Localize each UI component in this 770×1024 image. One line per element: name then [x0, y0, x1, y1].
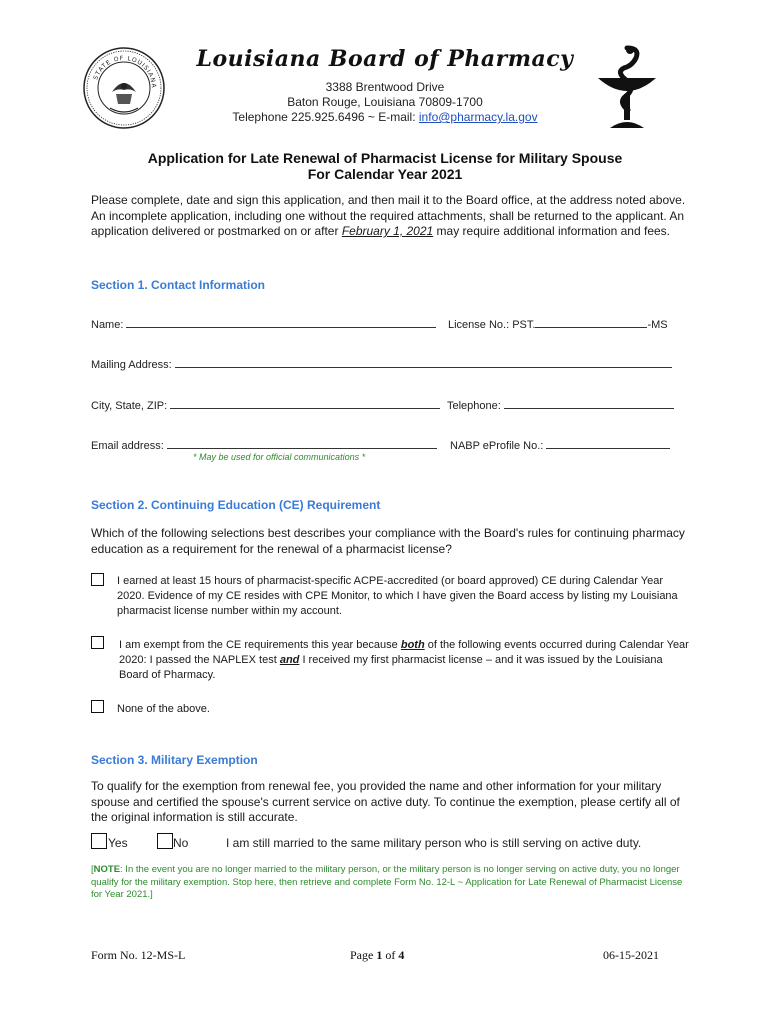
no-checkbox[interactable] [157, 833, 173, 849]
email-label: Email address: [91, 440, 164, 452]
intro-text-a: Please complete, date and sign this application, and then mail it to the Board office, at the address noted above. An incomplete application, including one without the required attachments, shall be returned to the applicant. An application delivered or postmarked on or after [91, 193, 686, 238]
page-number: 1 [376, 948, 383, 962]
intro-text-b: may require additional information and fees. [433, 224, 671, 238]
svg-text:STATE OF LOUISIANA: STATE OF LOUISIANA [92, 54, 158, 89]
revision-date: 06-15-2021 [603, 948, 659, 962]
email-link[interactable]: info@pharmacy.la.gov [418, 110, 538, 124]
form-number: Form No. 12-MS-L [91, 948, 186, 962]
city-label: City, State, ZIP: [91, 400, 168, 412]
email-note: * May be used for official communications * [193, 452, 366, 462]
section1-heading: Section 1. Contact Information [91, 278, 266, 292]
option2-and: and [279, 654, 300, 666]
nabp-input[interactable] [546, 438, 670, 449]
ce-option3-checkbox[interactable] [91, 700, 104, 713]
telephone-label: Telephone: [447, 400, 501, 412]
deadline-date: February 1, 2021 [341, 224, 434, 238]
nabp-field [450, 438, 670, 452]
form-title: Application for Late Renewal of Pharmacist License for Military Spouse [147, 150, 623, 166]
address-street: 3388 Brentwood Drive [325, 80, 445, 94]
page-mid: of [382, 948, 399, 962]
name-field [91, 317, 436, 331]
page-indicator [350, 948, 404, 963]
name-input[interactable] [126, 317, 436, 328]
option2-text-c: I received my first pharmacist license – and it was issued by the Louisiana Board of Pharmacy. [119, 654, 663, 681]
ce-option2-text [119, 638, 689, 683]
option2-both: both [400, 639, 425, 651]
contact-prefix: Telephone 225.925.6496 ~ E-mail: [232, 110, 419, 124]
city-input[interactable] [170, 398, 440, 409]
ce-option3-text: None of the above. [117, 703, 210, 715]
military-text: To qualify for the exemption from renewal fee, you provided the name and other information for your military spouse and certified the spouse's current service on active duty. To continue the exemption, please certify all of the original information is still accurate. [91, 779, 680, 824]
military-note [91, 864, 691, 902]
contact-line [0, 110, 770, 124]
address-city: Baton Rouge, Louisiana 70809-1700 [287, 95, 483, 109]
telephone-field [447, 398, 674, 412]
intro-paragraph [91, 193, 691, 240]
city-field [91, 398, 440, 412]
ce-question: Which of the following selections best describes your compliance with the Board's rules for continuing pharmacy education as a requirement for the renewal of a pharmacist license? [91, 526, 685, 556]
page-total: 4 [398, 948, 405, 962]
mailing-input[interactable] [175, 357, 672, 368]
section3-heading: Section 3. Military Exemption [91, 753, 258, 767]
telephone-input[interactable] [504, 398, 674, 409]
option2-text-a: I am exempt from the CE requirements this year because [119, 639, 401, 651]
form-subtitle: For Calendar Year 2021 [307, 166, 463, 182]
mailing-field [91, 357, 672, 371]
section2-heading: Section 2. Continuing Education (CE) Requirement [91, 498, 381, 512]
ce-option1-text: I earned at least 15 hours of pharmacist-specific ACPE-accredited (or board approved) CE during Calendar Year 2020. Evidence of my CE resides with CPE Monitor, to which I have given the Board access by listing my Louisiana pharmacist license number within my account. [117, 575, 678, 617]
note-bracket: [ [91, 864, 94, 875]
email-field [91, 438, 437, 452]
page-prefix: Page [350, 948, 377, 962]
military-statement: I am still married to the same military person who is still serving on active duty. [226, 836, 642, 850]
license-field [448, 317, 668, 331]
option2-text-b: of the following events occurred during Calendar Year 2020: I passed the NAPLEX test [119, 639, 689, 666]
license-suffix: -MS [647, 319, 668, 331]
ce-option1-checkbox[interactable] [91, 573, 104, 586]
board-name: Louisiana Board of Pharmacy [196, 46, 574, 72]
email-input[interactable] [167, 438, 437, 449]
license-label: License No.: PST. [448, 319, 536, 331]
yes-checkbox[interactable] [91, 833, 107, 849]
note-label: NOTE [93, 864, 121, 875]
mailing-label: Mailing Address: [91, 359, 172, 371]
name-label: Name: [91, 319, 124, 331]
note-text: : In the event you are no longer married to the military person, or the military person is no longer serving on active duty, you no longer qualify for the military exemption. Stop here, then retrieve and complete Form No. 12-L ~ Application for Late Renewal of Pharmacist License for Year 2021.] [91, 864, 683, 900]
no-label: No [173, 836, 189, 850]
nabp-label: NABP eProfile No.: [450, 440, 544, 452]
license-input[interactable] [535, 317, 647, 328]
ce-option2-checkbox[interactable] [91, 636, 104, 649]
yes-label: Yes [108, 836, 128, 850]
